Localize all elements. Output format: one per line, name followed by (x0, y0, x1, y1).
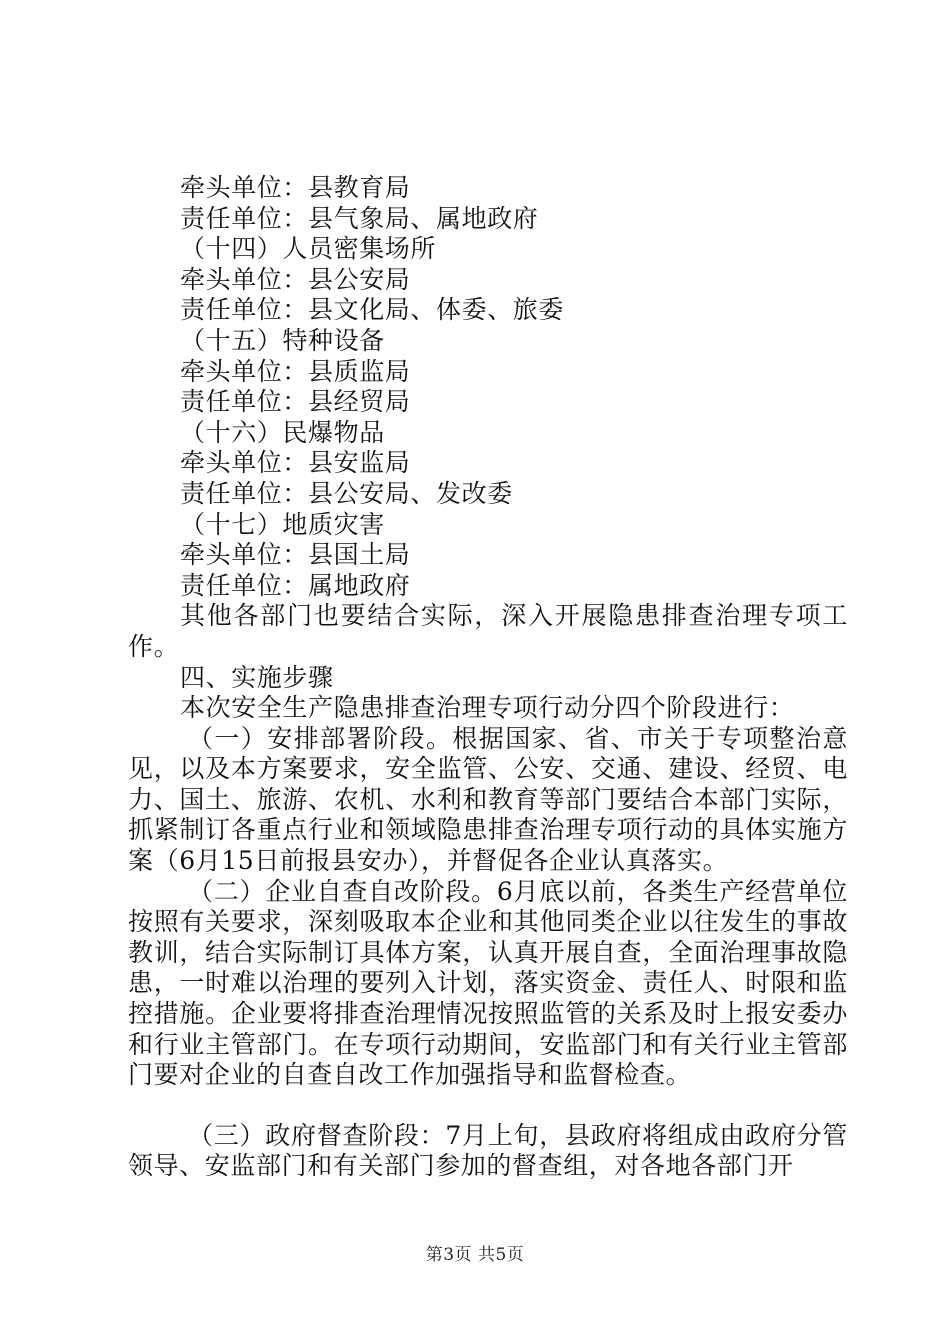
heading-implementation-steps: 四、实施步骤 (180, 662, 334, 692)
paragraph-stage-2: （二）企业自查自改阶段。6月底以前，各类生产经营单位按照有关要求，深刻吸取本企业和其他同类企业以往发生的事故教训，结合实际制订具体方案，认真开展自查，全面治理事故隐患，一时难以治理的要列入计划，落实资金、责任人、时限和监控措施。企业要将排查治理情况按照监管的关系及时上报安委办和行业主管部门。在专项行动期间，安监部门和有关行业主管部门要对企业的自查自改工作加强指导和监督检查。 (128, 876, 848, 1090)
text-line: 牵头单位：县教育局 (180, 173, 411, 202)
section-heading: （十四）人员密集场所 (180, 234, 437, 264)
paragraph-stage-3: （三）政府督查阶段：7月上旬，县政府将组成由政府分管领导、安监部门和有关部门参加的督查组，对各地各部门开 (128, 1120, 848, 1181)
text-line: 责任单位：县公安局、发改委 (180, 478, 513, 508)
section-heading: （十六）民爆物品 (180, 417, 385, 447)
paragraph-gap (128, 1091, 848, 1121)
text-line: 责任单位：属地政府 (180, 570, 411, 600)
text-line: 责任单位：县文化局、体委、旅委 (180, 295, 565, 325)
paragraph-stages-intro: 本次安全生产隐患排查治理专项行动分四个阶段进行： (180, 693, 795, 723)
paragraph-stage-1: （一）安排部署阶段。根据国家、省、市关于专项整治意见，以及本方案要求，安全监管、公安、交通、建设、经贸、电力、国土、旅游、农机、水利和教育等部门要结合本部门实际，抓紧制订各重点行业和领域隐患排查治理专项行动的具体实施方案（6月15日前报县安办），并督促各企业认真落实。 (128, 723, 848, 876)
text-line: 牵头单位：县公安局 (180, 264, 411, 294)
text-line: 牵头单位：县质监局 (180, 356, 411, 386)
text-line: 牵头单位：县国土局 (180, 540, 411, 570)
paragraph-other-departments: 其他各部门也要结合实际，深入开展隐患排查治理专项工作。 (128, 601, 848, 661)
text-line: 责任单位：县经贸局 (180, 387, 411, 417)
section-heading: （十五）特种设备 (180, 325, 385, 355)
page-footer: 第3页 共5页 (425, 1245, 525, 1265)
text-line: 牵头单位：县安监局 (180, 448, 411, 478)
document-body (128, 173, 848, 1182)
section-heading: （十七）地质灾害 (180, 509, 385, 539)
text-line: 责任单位：县气象局、属地政府 (180, 203, 539, 233)
